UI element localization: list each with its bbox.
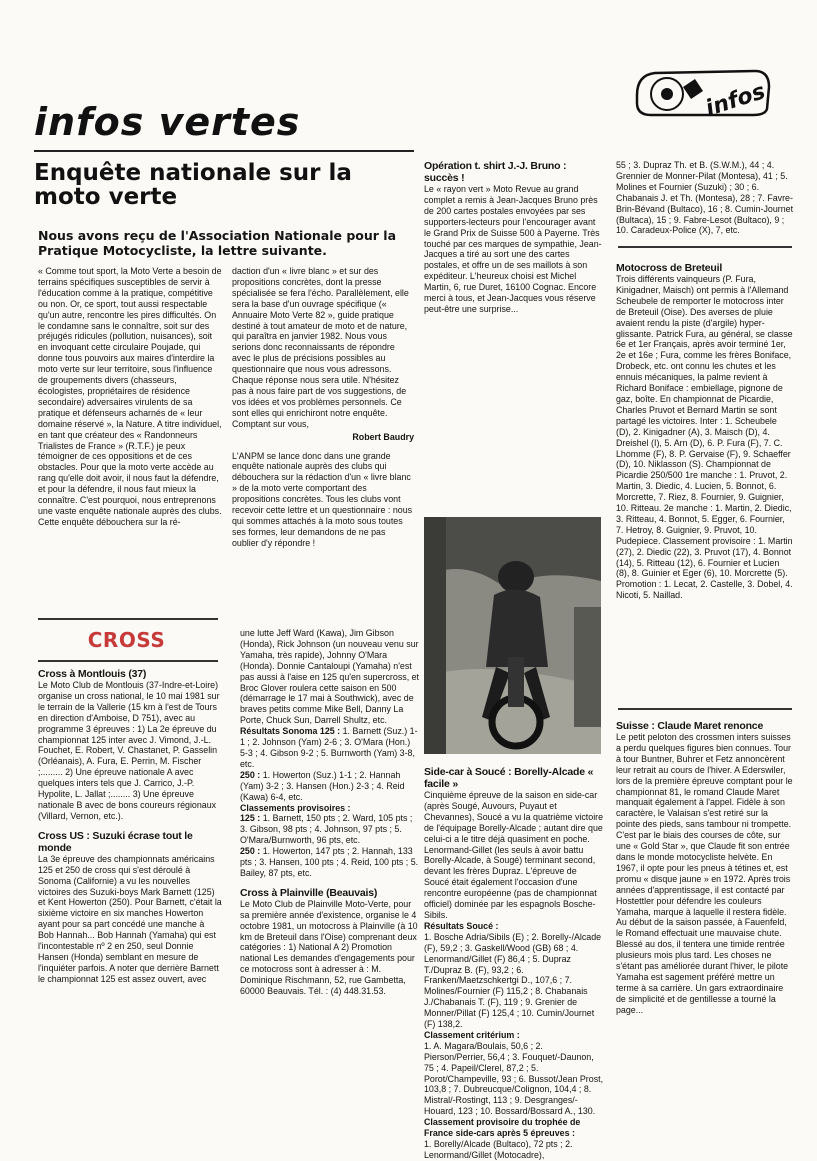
c125: 1. Barnett, 150 pts ; 2. Ward, 105 pts ; 3. Gibson, 98 pts ; 4. Johnson, 97 pts ; 5. O'Mara/Burnworth, 96 pts, etc. [240,813,413,846]
sidecar-text: Cinquième épreuve de la saison en side-car (après Sougé, Auvours, Puyaut et Chevannes), Soucé a vu la quatrième victoire de l'équipage Borelly-Alcade ; autant dire que celui-ci a le titre déjà quasiment en poche. Lenormand-Gillet (les seuls à avoir battu Borelly-Alcade, à Sougé) terminant second, devant les frères Dupraz. L'épreuve de Soucé était également l'occasion d'une rencontre européenne (pas de championnat officiel) dominée par les espagnols Bosche-Sibils. [424,790,604,920]
logo-graphic [633,65,773,122]
trophee-results: 1. Borelly/Alcade (Bultaco), 72 pts ; 2. Lenormand/Gillet (Motocadre), [424,1139,573,1160]
us-text: La 3e épreuve des championnats américains 125 et 250 de cross qui s'est déroulé à Sonoma (Californie) a vu les nouvelles victoires des Suzuki-boys Mark Barnett (125) et Kent Howerton (250). Pour Barnett, c'était la sixième victoire en six manches Howerton ayant pour sa part concédé une manche à Bob Hannah... Bob Hannah (Yamaha) qui est l'incontestable nº 2 en 250, seul Donnie Hansen (Honda) semblant en mesure de l'inquiéter parfois. A noter que derrière Barnett le championnat 125 est assez ouvert, avec [38,853,222,984]
photo-graphic [424,517,601,754]
cross-heading: CROSS [87,628,166,652]
results-sonoma: 1. Barnett (Suz.) 1-1 ; 2. Johnson (Yam) 2-6 ; 3. O'Mara (Hon.) 5-3 ; 4. Gibson 9-2 ; 5. Burnworth (Yam) 3-8, etc. [240,726,418,769]
top-rule [34,150,414,152]
tshirt-title: Opération t. shirt J.-J. Bruno : succès ! [424,160,567,184]
cross-rule-bottom [38,660,218,662]
article-text-1: « Comme tout sport, la Moto Verte a besoin de terrains spécifiques susceptibles de servir à l'éducation comme à la pratique, compétitive ou non. Or, ce sport, tout aussi respectable qu'un autre, rencontre les pires difficultés. On le condamne sans le connaître, soit sur des préjugés ridicules (pollution, nuisances), soit en invoquant cette circulaire Poujade, qui donne tous pouvoirs aux maires d'interdire la moto verte sur leur territoire, sous l'influence de groupements divers (chasseurs, écologistes, propriétaires de résidence secondaire) adversaires virulents de sa pratique et défenseurs acharnés de « leur domaine réservé », la Nature. A titre individuel, en tant que créateur des « Randonneurs Trialistes de France » (R.T.F.) je peux témoigner de ces oppositions et de ces obstacles. Pour que la moto verte accède au rang qu'elle doit avoir, il nous faut la défendre, et pour la défendre, il nous faut mieux la connaître. C'est pourquoi, nous entreprenons une vaste enquête nationale auprès des clubs. Cette enquête débouchera sur la ré- [38,266,222,527]
cross-column-2 [240,628,420,1130]
us-text-cont: une lutte Jeff Ward (Kawa), Jim Gibson (Honda), Rick Johnson (un nouveau venu sur Yamaha, très rapide), Johnny O'Mara (Honda). Donnie Cantaloupi (Yamaha) n'est pas aussi à l'aise en 125 qu'en supercross, et Broc Glover roulera cette saison en 500 (démarrage le 17 mai à Southwick), avec de braves petits comme Mike Bell, Danny La Porte, Chuck Sun, Darrell Shultz, etc. [240,628,420,726]
maret-block [616,720,794,1130]
section-title: infos vertes [34,100,301,144]
montlouis-title: Cross à Montlouis (37) [38,668,147,680]
sidecar-results-label: Résultats Soucé : [424,920,499,931]
article-text-2: daction d'un « livre blanc » et sur des propositions concrètes, dont la presse spécialisée se fera l'écho. Parallèlement, elle sera la base d'un ouvrage spécifique (« Annuaire Moto Verte 82 », guide pratique destiné à tout amateur de moto et de nature, qui paraîtra en janvier 1982. Nous vous serions donc reconnaissants de répondre avec le plus de précisions possibles au questionnaire que nous vous adressons. Chaque réponse nous sera utile. N'hésitez pas à nous faire part de vos suggestions, de vos idées et vos problèmes personnels. Ce sont elles qui enrichiront notre enquête. Comptant sur vous, [232,266,409,429]
results-sonoma-label: Résultats Sonoma 125 : [240,726,341,737]
motocross-photo [424,517,601,754]
sidecar-block [424,766,604,1160]
article-column-2 [232,266,414,606]
col4-continuation [616,160,794,240]
infos-logo [633,65,773,122]
col4-rule-1 [618,246,792,248]
cross-column-1 [38,668,222,1130]
tshirt-block [424,160,602,505]
c125-label: 125 : [240,813,261,824]
article-column-1 [38,266,224,599]
article-signature: Robert Baudry [352,431,414,442]
article-title: Enquête nationale sur la moto verte [34,160,352,210]
cross-rule-top [38,618,218,620]
criterium-results: 1. A. Magara/Boulais, 50,6 ; 2. Pierson/Perrier, 56,4 ; 3. Fouquet/-Daunon, 75 ; 4. Papeil/Clerel, 87,2 ; 5. Porot/Champeville, 93 ; 6. Bussot/Jean Prost, 103,8 ; 7. Dubreucque/Colignon, 104,4 ; 8. Mistral/-Rostingt, 113 ; 9. Desgranges/-Houard, 123 ; 10. Bossard/Bossard A., 130. [424,1040,604,1117]
col4-rule-2 [618,708,792,710]
breteuil-block [616,262,794,702]
trophee-cont: 55 ; 3. Dupraz Th. et B. (S.W.M.), 44 ; 4. Grennier de Monner-Pilat (Montesa), 41 ; 5. Molines et Fournier (Suzuki) ; 30 ; 6. Chabanais J. et Th. (Montesa), 28 ; 7. Favre-Brin-Bévand (Bultaco), 16 ; 8. Cumin-Journet (Bultaca), 15 ; 9. Fabre-Lesot (Bultaco), 9 ; 10. Caradeux-Police (X), 7, etc. [616,160,794,236]
sidecar-title: Side-car à Soucé : Borelly-Alcade « facile » [424,766,594,790]
sidecar-results: 1. Bosche Adria/Sibils (E) ; 2. Borelly-/Alcade (F), 59,2 ; 3. Gaskell/Wood (GB) 68 ; 4. Lenormand/Gillet (F) 86,4 ; 5. Dupraz T./Dupraz B. (F), 93,2 ; 6. Franken/Maetzschkertgi D., 107,6 ; 7. Molines/Fournier (F) 115,2 ; 8. Chabanais J./Chabanais T. (F), 119 ; 9. Grenier de Monner/Pillat (F) 125,4 ; 10. Cumin/Journet (F) 138,2. [424,931,602,1030]
criterium-label: Classement critérium : [424,1029,520,1040]
plainville-text: Le Moto Club de Plainville Moto-Verte, pour sa première année d'existence, organise le 4 octobre 1981, un motocross à Plainville (à 10 km de Breteuil dans l'Oise) comprenant deux catégories : 1) National A 2) Promotion national Les demandes d'engagements pour ce motocross sont à adresser à : M. Dominique Rischmann, 52, rue Gambetta, 60000 Beauvais. Tél. : (4) 448.31.53. [240,898,418,997]
c250: 1. Howerton, 147 pts ; 2. Hannah, 133 pts ; 3. Hansen, 100 pts ; 4. Reid, 100 pts ; 5. Bailey, 87 pts, etc. [240,846,419,878]
r250-label: 250 : [240,769,261,780]
logo-text: infos [702,79,769,122]
montlouis-text: Le Moto Club de Montlouis (37-Indre-et-Loire) organise un cross national, le 10 mai 1981 sur le terrain de la Vallerie (15 km à l'est de Tours en direction d'Amboise, D 751), avec au programme 3 épreuves : 1) La 2e épreuve du championnat 125 inter avec J. Vimond, J.-L. Fouchet, E. Robert, V. Chastanet, P. Gasselin (Orléanais), A. Fura, E. Perrin, M. Fischer ;......... 2) Une épreuve nationale A avec quelques inters tels que J. Carrico, J.-P. Hypolite, L. Jallat ;........ 3) Une épreuve nationale B avec de bons coureurs régionaux (Villard, Vernon, etc.). [38,680,220,821]
trophee-label: Classement provisoire du trophée de France side-cars après 5 épreuves : [424,1117,581,1139]
maret-title: Suisse : Claude Maret renonce [616,720,764,732]
article-lead: Nous avons reçu de l'Association Nationale pour la Pratique Motocycliste, la lettre suivante. [38,228,397,258]
maret-text: Le petit peloton des crossmen inters suisses a perdu quelques figures bien connues. Tour à tour Buntner, Buhrer et Fetz annoncèrent leur retrait au cours de l'hiver. A Ederswiler, lors de la première épreuve comptant pour le championnat 81, le romand Claude Maret manquait également à l'appel. Fidèle à son caractère, le Valaisan s'est retiré sur la pointe des pieds, sans tambour ni trompette. C'est par le biais des courses de côte, sur une « Gold Star », que Claude fit son entrée dans le monde motocycliste helvète. En 1967, il opte pour les pneus à tétines et, est promu « disque jaune » en 1972. Après trois années d'apprentissage, il est contacté par Hostettler pour défendre les couleurs Yamaha, marque à laquelle il restera fidèle. Au début de la saison passée, à Fauenfeld, le Romand effectuait une mauvaise chute. Blessé au dos, il tentera une timide rentrée plusieurs mois plus tard. Les choses ne s'étant pas améliorée durant l'hiver, le pilote Yamaha est sagement préféré mettre un terme à sa carrière. Un gars extraordinaire de simplicité et de gentillesse a tourné la page... [616,732,793,1015]
breteuil-title: Motocross de Breteuil [616,262,723,274]
r250: 1. Howerton (Suz.) 1-1 ; 2. Hannah (Yam) 3-2 ; 3. Hansen (Hon.) 2-3 ; 4. Reid (Kawa) 6-4, etc. [240,769,405,802]
tshirt-text: Le « rayon vert » Moto Revue au grand complet a remis à Jean-Jacques Bruno près de 200 cartes postales envoyées par ses supporters-lecteurs pour l'encourager avant le Grand Prix de Suisse 500 à Payerne. Très touché par ces marques de sympathie, Jean-Jacques a tiré au sort une des cartes postales, et offre un de ses maillots à son expéditeur. L'heureux choisi est Michel Martin, 6, rue Duret, 16100 Cognac. Encore merci à tous, et Jean-Jacques vous réserve peut-être une surprise... [424,184,602,314]
classement-label: Classements provisoires : [240,802,351,813]
article-text-3: L'ANPM se lance donc dans une grande enquête nationale auprès des clubs qui débouchera sur la rédaction d'un « livre blanc » de la moto verte comportant des propositions concrètes. Tous les clubs vont recevoir cette lettre et un questionnaire : nous qui sommes attachés à la moto sous toutes ses formes, leur demandons de ne pas oublier d'y répondre ! [232,450,413,548]
us-title: Cross US : Suzuki écrase tout le monde [38,829,193,854]
breteuil-text: Trois différents vainqueurs (P. Fura, Kinigadner, Maisch) ont permis à l'Allemand Scheubele de remporter le motocross inter de Breteuil (Oise). Des averses de pluie avaient rendu la piste (d'argile) hyper-glissante. Patrick Fura, au général, se classe 6e et 1er Français, après avoir terminé 1er, 2e et 16e ; Fura, comme les frères Boniface, Drobeck, etc. ont connu les chutes et les ennuis mécaniques, la palme revient à Richard Boniface : embiellage, pignone de gaz, boîte. En championnat de Picardie, Charles Pruvot et Bernard Martin se sont partagé les victoires. Inter : 1. Scheubele (D), 2. Kinigadner (A), 3. Maisch (D), 4. Dreishel (I), 5. Arn (D), 6. P. Fura (F), 7. C. Lhomme (F), 8. P. Gervaise (F), 9. Schaeffer (D), 10. Niklasson (S). Championnat de Picardie 250/500 1re manche : 1. Pruvot, 2. Martin, 3. Diedic, 4. Lucien, 5. Bonnot, 6. Morcrette, 7. Riez, 8. Fournier, 9. Guignier, 10. Ritteau. 2e manche : 1. Martin, 2. Diedic, 3. Ritteau, 4. Bonnot, 5. Egger, 6. Fournier, 7. Hetroy, 8. Guignier, 9. Pruvot, 10. Pudepiece. Classement provisoire : 1. Martin (27), 2. Diedic (22), 3. Pruvot (17), 4. Bonnot (14), 5. Ritteau (12), 6. Fournier et Lucien (8), 8. Guinier et Eger (6), 10. Morcrette (5). Promotion : 1. Lecat, 2. Castelle, 3. Dobel, 4. Nicoti, 5. Naillad. [616,274,793,601]
plainville-title: Cross à Plainville (Beauvais) [240,886,378,899]
c250-label: 250 : [240,846,261,857]
